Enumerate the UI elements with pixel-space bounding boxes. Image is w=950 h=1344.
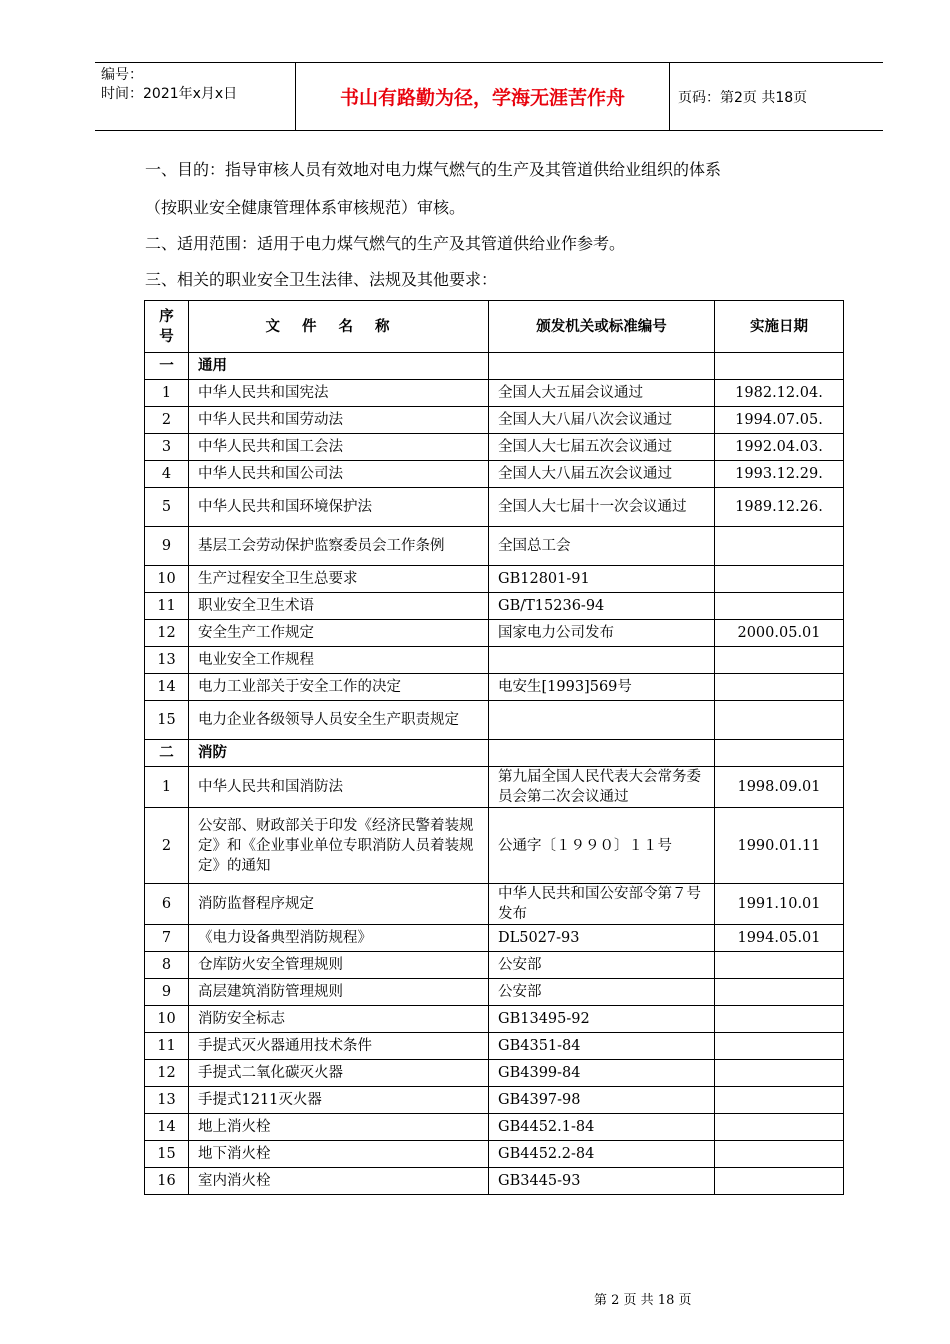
table-row xyxy=(145,1087,844,1114)
table-row xyxy=(145,884,844,925)
header-motto: 书山有路勤为径，学海无涯苦作舟 xyxy=(295,63,670,130)
row-effective-date xyxy=(715,1006,844,1033)
row-document-name: 基层工会劳动保护监察委员会工作条例 xyxy=(189,527,489,566)
row-issuer: 第九届全国人民代表大会常务委员会第二次会议通过 xyxy=(489,767,715,808)
row-effective-date: 1982.12.04. xyxy=(715,380,844,407)
row-document-name: 电力工业部关于安全工作的决定 xyxy=(189,674,489,701)
table-row xyxy=(145,1033,844,1060)
row-document-name: 职业安全卫生术语 xyxy=(189,593,489,620)
row-effective-date xyxy=(715,566,844,593)
row-document-name: 地上消火栓 xyxy=(189,1114,489,1141)
row-effective-date xyxy=(715,1033,844,1060)
table-row xyxy=(145,380,844,407)
table-row xyxy=(145,461,844,488)
row-effective-date: 1998.09.01 xyxy=(715,767,844,808)
table-row xyxy=(145,1168,844,1195)
row-seq: 1 xyxy=(145,767,189,808)
table-row xyxy=(145,952,844,979)
row-document-name: 电业安全工作规程 xyxy=(189,647,489,674)
table-row xyxy=(145,527,844,566)
row-issuer: DL5027-93 xyxy=(489,925,715,952)
row-issuer: GB4452.2-84 xyxy=(489,1141,715,1168)
table-row xyxy=(145,979,844,1006)
row-document-name: 消防安全标志 xyxy=(189,1006,489,1033)
row-effective-date xyxy=(715,979,844,1006)
row-issuer: 公安部 xyxy=(489,979,715,1006)
row-seq: 16 xyxy=(145,1168,189,1195)
row-document-name: 地下消火栓 xyxy=(189,1141,489,1168)
row-document-name: 公安部、财政部关于印发《经济民警着装规定》和《企业事业单位专职消防人员着装规定》的通知 xyxy=(189,808,489,884)
row-effective-date: 2000.05.01 xyxy=(715,620,844,647)
row-seq: 8 xyxy=(145,952,189,979)
row-effective-date: 1992.04.03. xyxy=(715,434,844,461)
table-row xyxy=(145,593,844,620)
table-row xyxy=(145,407,844,434)
row-seq: 7 xyxy=(145,925,189,952)
row-document-name: 手提式1211灭火器 xyxy=(189,1087,489,1114)
table-row xyxy=(145,488,844,527)
row-effective-date xyxy=(715,1168,844,1195)
row-document-name: 仓库防火安全管理规则 xyxy=(189,952,489,979)
purpose-line-1: 一、目的：指导审核人员有效地对电力煤气燃气的生产及其管道供给业组织的体系 xyxy=(145,160,722,179)
row-document-name: 中华人民共和国公司法 xyxy=(189,461,489,488)
row-document-name: 中华人民共和国环境保护法 xyxy=(189,488,489,527)
row-issuer: 国家电力公司发布 xyxy=(489,620,715,647)
row-seq: 13 xyxy=(145,1087,189,1114)
document-number-label: 编号： xyxy=(101,67,143,83)
row-document-name: 手提式灭火器通用技术条件 xyxy=(189,1033,489,1060)
page-footer: 第 2 页 共 18 页 xyxy=(594,1293,692,1308)
row-effective-date: 1994.07.05. xyxy=(715,407,844,434)
row-issuer: GB13495-92 xyxy=(489,1006,715,1033)
section-issuer-cell xyxy=(489,740,715,767)
page-header xyxy=(95,62,883,131)
table-row xyxy=(145,925,844,952)
document-time-label: 时间：2021年x月x日 xyxy=(101,86,238,102)
row-seq: 9 xyxy=(145,979,189,1006)
row-seq: 14 xyxy=(145,1114,189,1141)
row-effective-date: 1994.05.01 xyxy=(715,925,844,952)
row-seq: 12 xyxy=(145,1060,189,1087)
regulations-table xyxy=(144,300,844,1195)
table-row xyxy=(145,434,844,461)
row-effective-date xyxy=(715,1060,844,1087)
row-seq: 2 xyxy=(145,407,189,434)
row-issuer: GB4452.1-84 xyxy=(489,1114,715,1141)
section-seq: 一 xyxy=(145,353,189,380)
table-row xyxy=(145,1114,844,1141)
row-seq: 5 xyxy=(145,488,189,527)
row-document-name: 高层建筑消防管理规则 xyxy=(189,979,489,1006)
row-document-name: 室内消火栓 xyxy=(189,1168,489,1195)
row-document-name: 中华人民共和国工会法 xyxy=(189,434,489,461)
table-row xyxy=(145,1060,844,1087)
row-issuer: 全国人大五届会议通过 xyxy=(489,380,715,407)
row-document-name: 安全生产工作规定 xyxy=(189,620,489,647)
row-seq: 9 xyxy=(145,527,189,566)
row-document-name: 手提式二氧化碳灭火器 xyxy=(189,1060,489,1087)
row-issuer: 全国人大七届五次会议通过 xyxy=(489,434,715,461)
table-row xyxy=(145,620,844,647)
header-issuer: 颁发机关或标准编号 xyxy=(489,301,715,353)
row-effective-date: 1990.01.11 xyxy=(715,808,844,884)
row-effective-date xyxy=(715,1114,844,1141)
row-seq: 15 xyxy=(145,701,189,740)
row-seq: 11 xyxy=(145,593,189,620)
row-document-name: 中华人民共和国消防法 xyxy=(189,767,489,808)
row-issuer: 全国人大八届五次会议通过 xyxy=(489,461,715,488)
row-issuer: GB/T15236-94 xyxy=(489,593,715,620)
row-document-name: 中华人民共和国宪法 xyxy=(189,380,489,407)
row-issuer: 公安部 xyxy=(489,952,715,979)
row-seq: 10 xyxy=(145,1006,189,1033)
row-issuer: 电安生[1993]569号 xyxy=(489,674,715,701)
row-issuer: 中华人民共和国公安部令第７号发布 xyxy=(489,884,715,925)
row-document-name: 消防监督程序规定 xyxy=(189,884,489,925)
row-effective-date xyxy=(715,593,844,620)
row-seq: 2 xyxy=(145,808,189,884)
row-issuer xyxy=(489,647,715,674)
row-effective-date: 1993.12.29. xyxy=(715,461,844,488)
row-issuer: GB4397-98 xyxy=(489,1087,715,1114)
table-row xyxy=(145,767,844,808)
row-issuer: 全国总工会 xyxy=(489,527,715,566)
table-row xyxy=(145,1006,844,1033)
row-document-name: 电力企业各级领导人员安全生产职责规定 xyxy=(189,701,489,740)
row-document-name: 生产过程安全卫生总要求 xyxy=(189,566,489,593)
header-document-name: 文件名称 xyxy=(189,301,489,353)
row-effective-date xyxy=(715,1141,844,1168)
section-date-cell xyxy=(715,353,844,380)
row-effective-date: 1991.10.01 xyxy=(715,884,844,925)
row-document-name: 《电力设备典型消防规程》 xyxy=(189,925,489,952)
row-issuer: 公通字〔１９９０〕１１号 xyxy=(489,808,715,884)
section-title: 通用 xyxy=(189,353,489,380)
table-header-row xyxy=(145,301,844,353)
table-section-row xyxy=(145,740,844,767)
scope-paragraph: 二、适用范围：适用于电力煤气燃气的生产及其管道供给业作参考。 xyxy=(145,234,626,253)
row-seq: 11 xyxy=(145,1033,189,1060)
row-effective-date: 1989.12.26. xyxy=(715,488,844,527)
table-row xyxy=(145,1141,844,1168)
row-seq: 10 xyxy=(145,566,189,593)
row-issuer: 全国人大七届十一次会议通过 xyxy=(489,488,715,527)
table-row xyxy=(145,674,844,701)
header-page-info: 页码：第2页 共18页 xyxy=(678,90,808,106)
row-issuer: GB12801-91 xyxy=(489,566,715,593)
row-seq: 15 xyxy=(145,1141,189,1168)
row-effective-date xyxy=(715,1087,844,1114)
row-effective-date xyxy=(715,701,844,740)
table-row xyxy=(145,701,844,740)
header-seq: 序号 xyxy=(145,301,189,353)
row-issuer xyxy=(489,701,715,740)
section-issuer-cell xyxy=(489,353,715,380)
row-issuer: GB4399-84 xyxy=(489,1060,715,1087)
header-meta xyxy=(101,66,291,104)
row-seq: 4 xyxy=(145,461,189,488)
purpose-line-2: （按职业安全健康管理体系审核规范）审核。 xyxy=(145,198,466,217)
row-seq: 13 xyxy=(145,647,189,674)
header-effective-date: 实施日期 xyxy=(715,301,844,353)
row-effective-date xyxy=(715,527,844,566)
row-seq: 6 xyxy=(145,884,189,925)
table-row xyxy=(145,647,844,674)
row-effective-date xyxy=(715,952,844,979)
row-seq: 1 xyxy=(145,380,189,407)
row-document-name: 中华人民共和国劳动法 xyxy=(189,407,489,434)
section-title: 消防 xyxy=(189,740,489,767)
table-row xyxy=(145,808,844,884)
table-section-row xyxy=(145,353,844,380)
row-effective-date xyxy=(715,647,844,674)
row-effective-date xyxy=(715,674,844,701)
row-issuer: GB3445-93 xyxy=(489,1168,715,1195)
row-issuer: 全国人大八届八次会议通过 xyxy=(489,407,715,434)
row-issuer: GB4351-84 xyxy=(489,1033,715,1060)
section-seq: 二 xyxy=(145,740,189,767)
row-seq: 14 xyxy=(145,674,189,701)
requirements-heading: 三、相关的职业安全卫生法律、法规及其他要求： xyxy=(145,270,498,289)
section-date-cell xyxy=(715,740,844,767)
row-seq: 3 xyxy=(145,434,189,461)
table-row xyxy=(145,566,844,593)
row-seq: 12 xyxy=(145,620,189,647)
